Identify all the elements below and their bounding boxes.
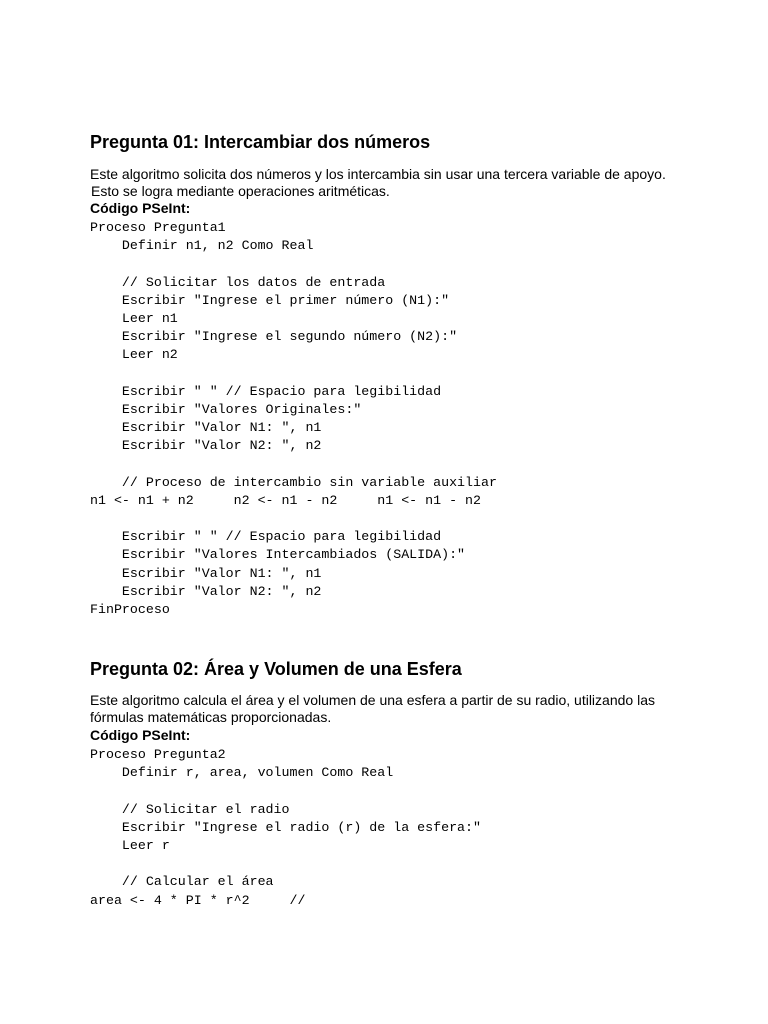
q1-description-line-2: Esto se logra mediante operaciones aritméticas. <box>91 183 390 199</box>
code-line <box>90 510 497 528</box>
code-line: Escribir "Valores Intercambiados (SALIDA):" <box>90 547 466 563</box>
code-line: Escribir "Ingrese el primer número (N1):" <box>90 292 450 308</box>
code-line: Escribir "Valor N2: ", n2 <box>90 438 322 454</box>
code-line <box>90 255 497 273</box>
code-line: Leer n1 <box>90 310 178 326</box>
code-line: Escribir " " // Espacio para legibilidad <box>90 383 442 399</box>
code-line: Escribir "Valor N1: ", n1 <box>90 420 322 436</box>
code-line: Escribir "Valores Originales:" <box>90 401 362 417</box>
code-line <box>90 365 497 383</box>
q1-code-label: Código PSeInt: <box>90 200 191 216</box>
q2-code-label: Código PSeInt: <box>90 727 191 743</box>
code-line: // Proceso de intercambio sin variable auxiliar <box>90 474 497 490</box>
q1-description <box>90 166 730 200</box>
code-line: FinProceso <box>90 601 170 617</box>
code-line: Escribir "Valor N1: ", n1 <box>90 565 322 581</box>
code-line: Leer r <box>90 837 170 853</box>
q2-description-line-2: fórmulas matemáticas proporcionadas. <box>90 709 332 725</box>
code-line: // Solicitar el radio <box>90 801 290 817</box>
code-line: n1 <- n1 + n2 n2 <- n1 - n2 n1 <- n1 - n2 <box>90 492 481 508</box>
q2-heading: Pregunta 02: Área y Volumen de una Esfera <box>90 659 462 679</box>
code-line: Escribir "Valor N2: ", n2 <box>90 583 322 599</box>
q2-description-line-1: Este algoritmo calcula el área y el volumen de una esfera a partir de su radio, utilizando las <box>90 692 655 708</box>
code-line: Escribir "Ingrese el segundo número (N2):" <box>90 329 458 345</box>
code-line: Proceso Pregunta1 <box>90 220 226 235</box>
code-line <box>90 455 497 473</box>
code-line: Leer n2 <box>90 347 178 363</box>
q1-code-block <box>90 219 497 619</box>
code-line: area <- 4 * PI * r^2 // <box>90 892 306 908</box>
code-line: Escribir " " // Espacio para legibilidad <box>90 529 442 545</box>
q2-description <box>90 692 730 726</box>
q1-heading: Pregunta 01: Intercambiar dos números <box>90 132 431 152</box>
code-line: // Solicitar los datos de entrada <box>90 274 386 290</box>
code-line <box>90 855 481 873</box>
code-line: // Calcular el área <box>90 874 274 890</box>
code-line: Escribir "Ingrese el radio (r) de la esfera:" <box>90 819 481 835</box>
code-line <box>90 782 481 800</box>
code-line: Proceso Pregunta2 <box>90 747 226 762</box>
q2-code-block <box>90 746 481 910</box>
q1-description-line-1: Este algoritmo solicita dos números y los intercambia sin usar una tercera variable de apoyo. <box>90 166 666 182</box>
code-line: Definir r, area, volumen Como Real <box>90 765 394 781</box>
code-line: Definir n1, n2 Como Real <box>90 238 314 254</box>
